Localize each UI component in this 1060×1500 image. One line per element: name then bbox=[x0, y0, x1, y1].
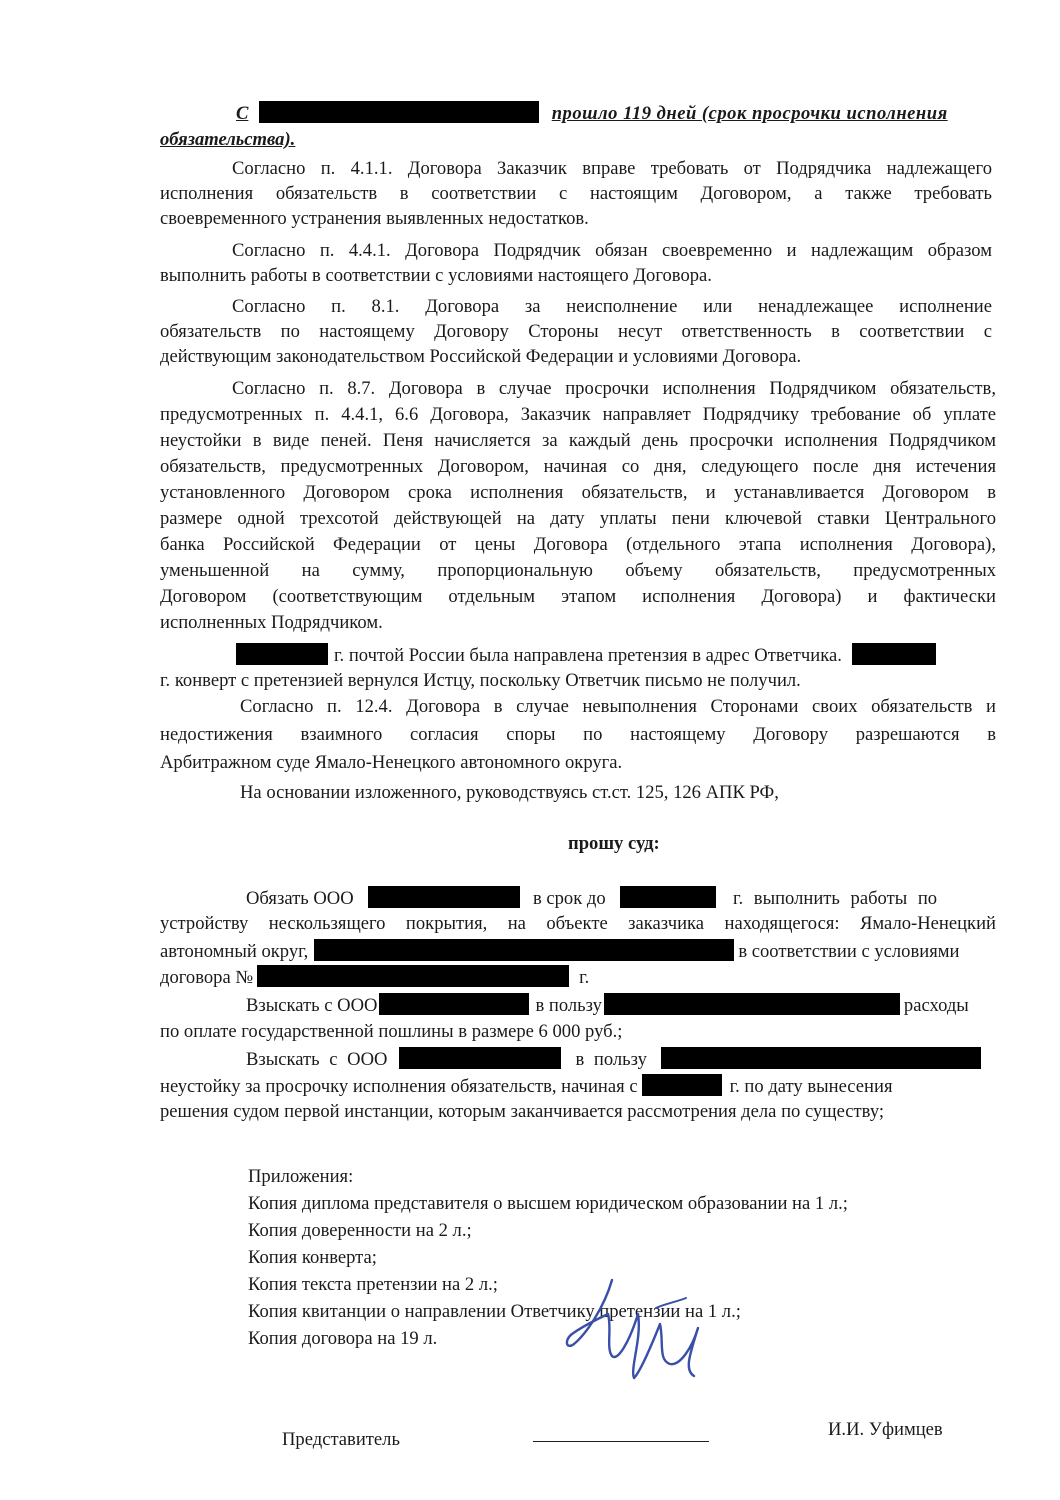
demand-3-line-1 bbox=[246, 1047, 981, 1072]
d1-l3-b: в соответствии с условиями bbox=[738, 941, 960, 962]
d1-l4-a: договора № bbox=[160, 967, 254, 988]
redaction bbox=[257, 965, 569, 987]
d1-l4-b: г. bbox=[579, 967, 590, 988]
p87-line-6: размере одной трехсотой действующей на дату уплаты пени ключевой ставки Центрального bbox=[160, 508, 996, 529]
signature-line bbox=[533, 1441, 709, 1442]
p87-line-8: уменьшенной на сумму, пропорциональную объему обязательств, предусмотренных bbox=[160, 560, 996, 581]
d3-text-b: в пользу bbox=[575, 1049, 647, 1070]
p81-line-1: Согласно п. 8.1. Договора за неисполнение или ненадлежащее исполнение bbox=[232, 296, 992, 317]
p411-line-1: Согласно п. 4.1.1. Договора Заказчик вправе требовать от Подрядчика надлежащего bbox=[232, 158, 992, 179]
basis-line: На основании изложенного, руководствуясь ст.ст. 125, 126 АПК РФ, bbox=[240, 782, 779, 803]
d3-l2-b: г. по дату вынесения bbox=[729, 1076, 893, 1097]
claim-text-a: г. почтой России была направлена претензия в адрес Ответчика. bbox=[334, 645, 842, 666]
p81-line-2: обязательств по настоящему Договору Стороны несут ответственность в соответствии с bbox=[160, 321, 992, 342]
attachment-item: Копия диплома представителя о высшем юридическом образовании на 1 л.; bbox=[248, 1193, 848, 1214]
p87-line-9: Договором (соответствующим отдельным этапом исполнения Договора) и фактически bbox=[160, 586, 996, 607]
redaction bbox=[314, 939, 734, 961]
p441-line-2: выполнить работы в соответствии с условиями настоящего Договора. bbox=[160, 265, 712, 286]
attachment-item: Копия доверенности на 2 л.; bbox=[248, 1220, 472, 1241]
handwritten-signature-icon bbox=[560, 1268, 730, 1398]
redaction bbox=[379, 993, 529, 1015]
p87-line-1: Согласно п. 8.7. Договора в случае просрочки исполнения Подрядчиком обязательств, bbox=[232, 378, 996, 399]
d1-text-c: г. выполнить работы по bbox=[732, 888, 938, 909]
demand-3-line-3: решения судом первой инстанции, которым заканчивается рассмотрения дела по существу; bbox=[160, 1101, 885, 1122]
redaction bbox=[852, 643, 936, 665]
demand-1-line-2: устройству нескользящего покрытия, на объекте заказчика находящегося: Ямало-Ненецкий bbox=[160, 913, 996, 934]
demand-3-line-2 bbox=[160, 1074, 893, 1099]
p441-line-1: Согласно п. 4.4.1. Договора Подрядчик обязан своевременно и надлежащим образом bbox=[232, 240, 992, 261]
d2-text-c: расходы bbox=[903, 995, 969, 1016]
redaction bbox=[604, 993, 900, 1015]
p124-line-3: Арбитражном суде Ямало-Ненецкого автономного округа. bbox=[160, 752, 623, 773]
attachment-item: Копия конверта; bbox=[248, 1247, 377, 1268]
p411-line-2: исполнения обязательств в соответствии с настоящим Договором, а также требовать bbox=[160, 183, 992, 204]
p124-line-1: Согласно п. 12.4. Договора в случае невыполнения Сторонами своих обязательств и bbox=[240, 696, 996, 717]
redaction bbox=[620, 886, 716, 908]
overdue-text: прошло 119 дней (срок просрочки исполнения bbox=[551, 103, 948, 124]
p87-line-7: банка Российской Федерации от цены Договора (отдельного этапа исполнения Договора), bbox=[160, 534, 996, 555]
d1-l3-a: автономный округ, bbox=[160, 941, 309, 962]
claim-line-1 bbox=[236, 643, 936, 668]
p411-line-3: своевременного устранения выявленных недостатков. bbox=[160, 208, 589, 229]
attachment-item: Копия текста претензии на 2 л.; bbox=[248, 1274, 498, 1295]
overdue-line bbox=[236, 101, 948, 126]
demand-2-line-2: по оплате государственной пошлины в размере 6 000 руб.; bbox=[160, 1021, 623, 1042]
d1-text-a: Обязать ООО bbox=[246, 888, 354, 909]
p81-line-3: действующим законодательством Российской Федерации и условиями Договора. bbox=[160, 346, 802, 367]
redaction bbox=[368, 886, 520, 908]
d2-text-a: Взыскать с ООО bbox=[246, 995, 378, 1016]
attachments-heading: Приложения: bbox=[248, 1166, 354, 1187]
request-heading: прошу суд: bbox=[568, 833, 660, 854]
redaction bbox=[259, 101, 539, 123]
d1-text-b: в срок до bbox=[532, 888, 606, 909]
signature-role: Представитель bbox=[282, 1429, 400, 1450]
d3-l2-a: неустойку за просрочку исполнения обязательств, начиная с bbox=[160, 1076, 638, 1097]
overdue-lead: С bbox=[236, 103, 249, 124]
redaction bbox=[236, 643, 328, 665]
overdue-cont-text: обязательства). bbox=[160, 129, 296, 150]
redaction bbox=[661, 1047, 981, 1069]
redaction bbox=[642, 1074, 722, 1096]
p87-line-5: установленного Договором срока исполнения обязательств, и устанавливается Договором в bbox=[160, 482, 996, 503]
demand-1-line-1 bbox=[246, 886, 996, 911]
attachment-item: Копия договора на 19 л. bbox=[248, 1328, 438, 1349]
redaction bbox=[399, 1047, 561, 1069]
overdue-line-cont bbox=[160, 128, 295, 152]
demand-2-line-1 bbox=[246, 993, 969, 1018]
p87-line-3: неустойки в виде пеней. Пеня начисляется за каждый день просрочки исполнения Подрядчиком bbox=[160, 430, 996, 451]
p124-line-2: недостижения взаимного согласия споры по настоящему Договору разрешаются в bbox=[160, 724, 996, 745]
attachment-item: Копия квитанции о направлении Ответчику претензии на 1 л.; bbox=[248, 1301, 741, 1322]
p87-line-2: предусмотренных п. 4.4.1, 6.6 Договора, Заказчик направляет Подрядчику требование об уплате bbox=[160, 404, 996, 425]
signatory-name: И.И. Уфимцев bbox=[828, 1419, 943, 1440]
demand-1-line-4 bbox=[160, 965, 589, 990]
demand-1-line-3 bbox=[160, 939, 959, 964]
claim-line-2: г. конверт с претензией вернулся Истцу, поскольку Ответчик письмо не получил. bbox=[160, 670, 801, 691]
d3-text-a: Взыскать с ООО bbox=[246, 1049, 388, 1070]
p87-line-10: исполненных Подрядчиком. bbox=[160, 612, 383, 633]
d2-text-b: в пользу bbox=[535, 995, 602, 1016]
p87-line-4: обязательств, предусмотренных Договором, начиная со дня, следующего после дня истечения bbox=[160, 456, 996, 477]
